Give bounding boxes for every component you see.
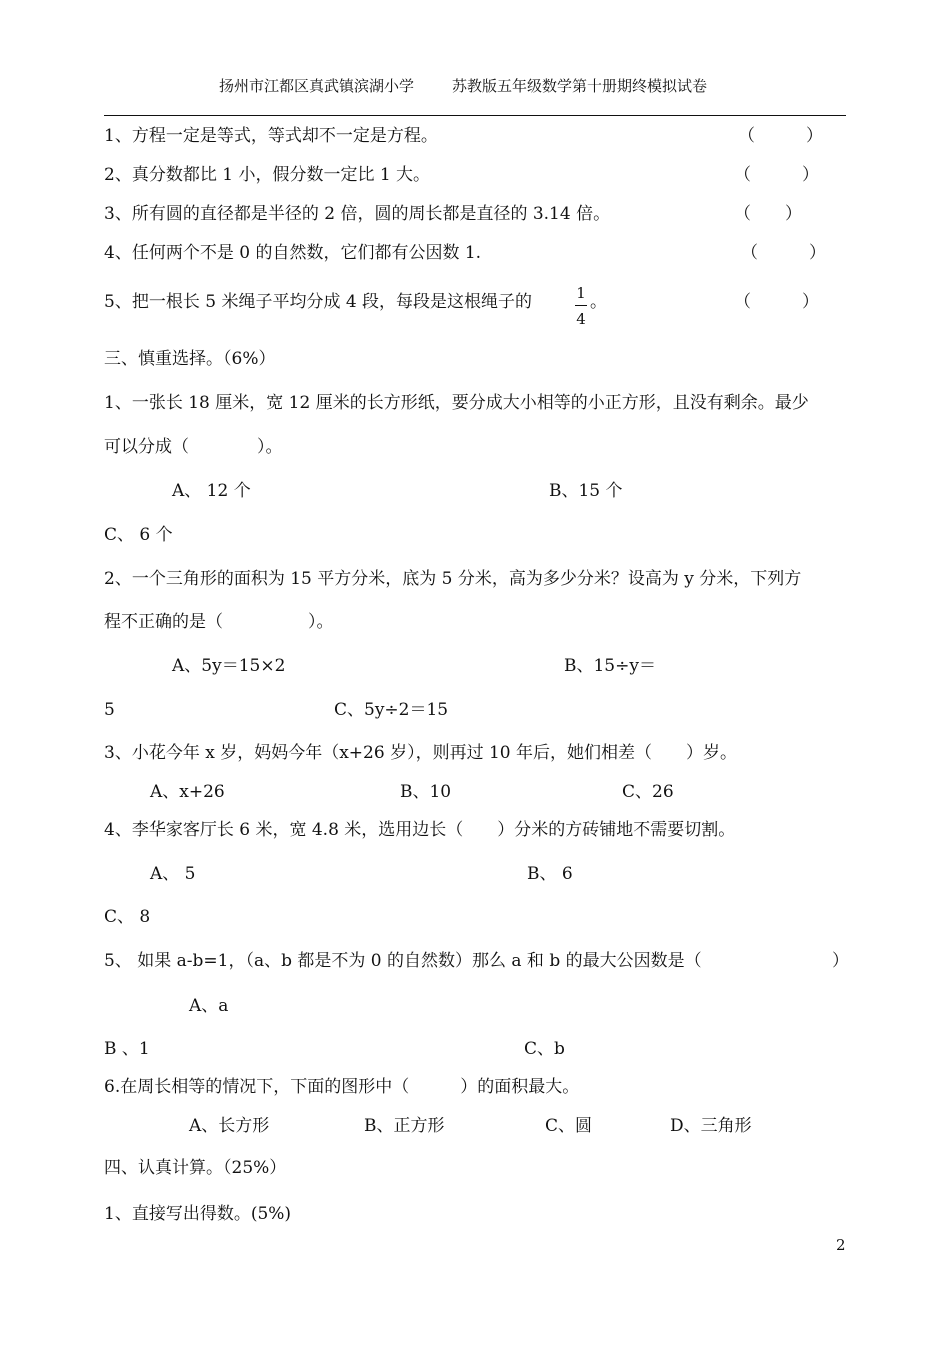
q2-option-b: B、15÷y＝ <box>564 656 656 676</box>
header-school: 扬州市江都区真武镇滨湖小学 <box>219 77 415 95</box>
q3-option-b: B、10 <box>400 782 452 802</box>
section4-sub1: 1、直接写出得数。(5%) <box>104 1204 292 1224</box>
q6-option-d: D、三角形 <box>670 1116 752 1136</box>
q4-line1: 4、李华家客厅长 6 米，宽 4.8 米，选用边长（ ）分米的方砖铺地不需要切割。 <box>104 820 736 840</box>
q6-option-a: A、长方形 <box>189 1116 270 1136</box>
fraction-bar <box>575 305 587 306</box>
q6-option-c: C、圆 <box>545 1116 593 1136</box>
judge-item-1: 1、方程一定是等式，等式却不一定是方程。 <box>104 126 438 146</box>
judge-bracket-3: （ ） <box>734 204 802 224</box>
judge-item-5-suffix: 。 <box>590 292 607 312</box>
judge-bracket-4: （ ） <box>741 243 826 263</box>
header-title: 苏教版五年级数学第十册期终模拟试卷 <box>452 77 708 95</box>
q6-option-b: B、正方形 <box>364 1116 445 1136</box>
q4-option-c: C、 8 <box>104 907 151 927</box>
q4-option-b: B、 6 <box>527 864 573 884</box>
q1-line2: 可以分成（ ）。 <box>104 437 283 457</box>
fraction-numerator: 1 <box>576 284 586 302</box>
judge-bracket-5: （ ） <box>734 292 819 312</box>
judge-bracket-2: （ ） <box>734 165 819 185</box>
q1-option-a: A、 12 个 <box>172 481 251 501</box>
judge-item-5: 5、把一根长 5 米绳子平均分成 4 段，每段是这根绳子的 <box>104 292 533 312</box>
q5-option-b: B 、1 <box>104 1039 150 1059</box>
q1-option-c: C、 6 个 <box>104 525 173 545</box>
header-rule <box>104 115 846 116</box>
q1-line1: 1、一张长 18 厘米，宽 12 厘米的长方形纸，要分成大小相等的小正方形，且没有剩余。最少 <box>104 393 809 413</box>
q2-option-b-continued: 5 <box>104 700 115 720</box>
q2-line2: 程不正确的是（ ）。 <box>104 612 334 632</box>
page-number: 2 <box>836 1236 846 1254</box>
fraction-denominator: 4 <box>576 310 586 328</box>
judge-bracket-1: （ ） <box>738 126 823 146</box>
q1-option-b: B、15 个 <box>549 481 623 501</box>
q4-option-a: A、 5 <box>150 864 196 884</box>
q5-line1-end: ） <box>832 951 849 971</box>
q5-option-a: A、a <box>189 996 229 1016</box>
q3-option-c: C、26 <box>622 782 674 802</box>
judge-item-2: 2、真分数都比 1 小，假分数一定比 1 大。 <box>104 165 431 185</box>
q3-option-a: A、x+26 <box>150 782 225 802</box>
q6-line1: 6.在周长相等的情况下，下面的图形中（ ）的面积最大。 <box>104 1077 580 1097</box>
q2-line1: 2、一个三角形的面积为 15 平方分米，底为 5 分米，高为多少分米？设高为 y 分米，下列方 <box>104 569 802 589</box>
judge-item-4: 4、任何两个不是 0 的自然数，它们都有公因数 1. <box>104 243 482 263</box>
section3-title: 三、慎重选择。（6%） <box>104 349 276 369</box>
judge-item-3: 3、所有圆的直径都是半径的 2 倍，圆的周长都是直径的 3.14 倍。 <box>104 204 611 224</box>
q2-option-c: C、5y÷2＝15 <box>334 700 449 720</box>
q2-option-a: A、5y＝15×2 <box>172 656 286 676</box>
q3-line1: 3、小花今年 x 岁，妈妈今年（x+26 岁），则再过 10 年后，她们相差（ ）岁。 <box>104 743 738 763</box>
q5-line1: 5、 如果 a-b=1，（a、b 都是不为 0 的自然数）那么 a 和 b 的最大公因数是（ <box>104 951 702 971</box>
q5-option-c: C、b <box>524 1039 565 1059</box>
section4-title: 四、认真计算。（25%） <box>104 1158 287 1178</box>
